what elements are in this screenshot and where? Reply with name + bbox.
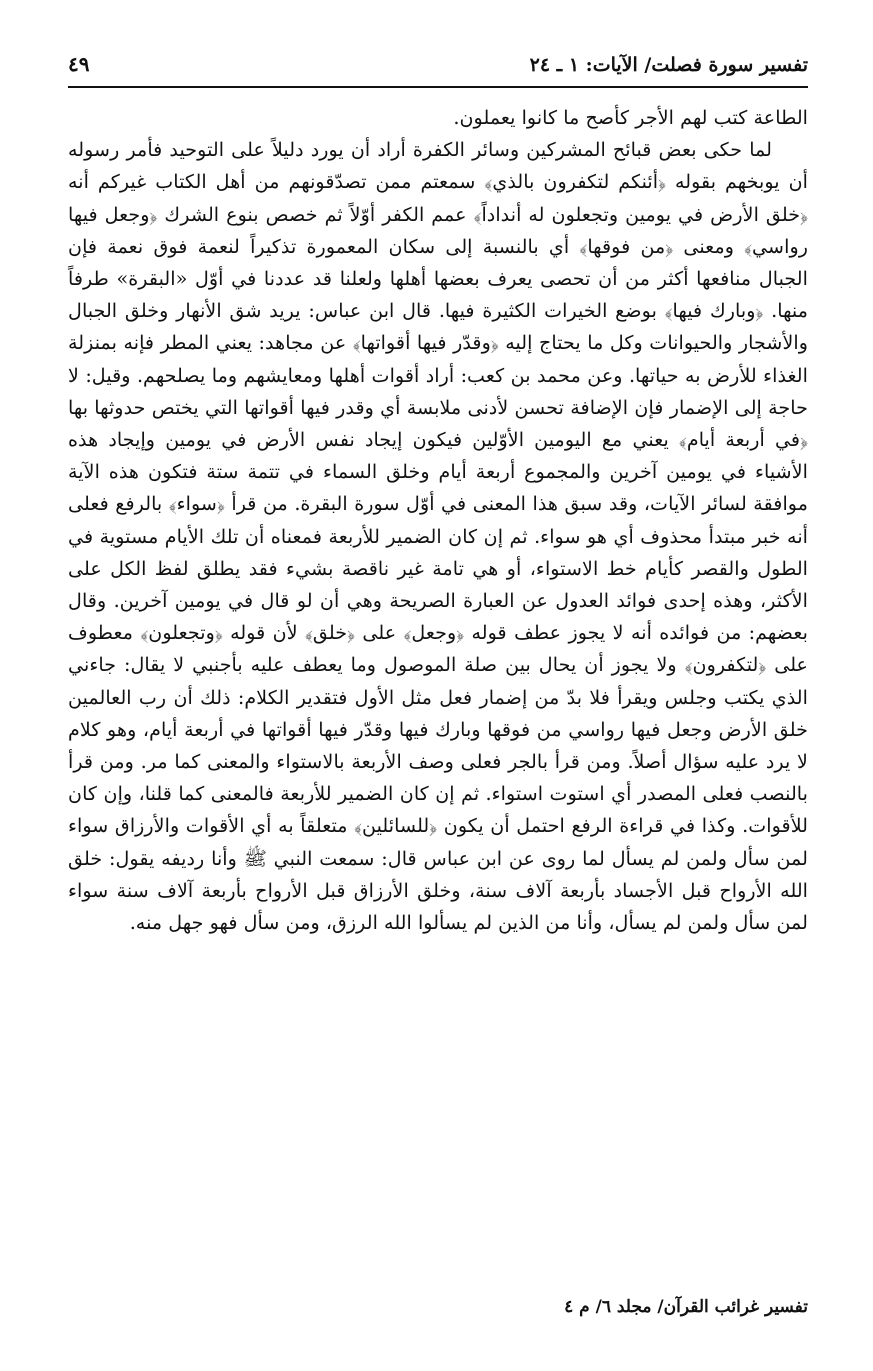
header-title: تفسير سورة فصلت/ الآيات: ١ ـ ٢٤ <box>529 54 808 76</box>
paragraph-continuation: الطاعة كتب لهم الأجر كأصح ما كانوا يعملون. <box>453 106 808 129</box>
paragraph-main: لما حكى بعض قبائح المشركين وسائر الكفرة أراد أن يورد دليلاً على التوحيد فأمر رسوله أن يوبخهم بقوله ﴿أئنكم لتكفرون بالذي﴾ سمعتم ممن تصدّقونهم من أهل الكتاب غيركم أنه ﴿خلق الأرض في يومين وتجعلون له أنداداً﴾ عمم الكفر أوّلاً ثم خصص بنوع الشرك ﴿وجعل فيها رواسي﴾ ومعنى ﴿من فوقها﴾ أي بالنسبة إلى سكان المعمورة تذكيراً لنعمة فوق نعمة فإن الجبال منافعها أكثر من أن تحصى يعرف بعضها أهلها ولعلنا قد عددنا في أوّل «البقرة» طرفاً منها. ﴿وبارك فيها﴾ بوضع الخيرات الكثيرة فيها. قال ابن عباس: يريد شق الأنهار وخلق الجبال والأشجار والحيوانات وكل ما يحتاج إليه ﴿وقدّر فيها أقواتها﴾ عن مجاهد: يعني المطر فإنه بمنزلة الغذاء للأرض به حياتها. وعن محمد بن كعب: أراد أقوات أهلها ومعايشهم وما يصلحهم. وقيل: لا حاجة إلى الإضمار فإن الإضافة تحسن لأدنى ملابسة أي وقدر فيها أقواتها التي يختص حدوثها بها ﴿في أربعة أيام﴾ يعني مع اليومين الأوّلين فيكون إيجاد نفس الأرض في يومين وإيجاد هذه الأشياء في يومين آخرين والمجموع أربعة أيام وخلق السماء في تتمة ستة فتكون هذه الآية موافقة لسائر الآيات، وقد سبق هذا المعنى في أوّل سورة البقرة. من قرأ ﴿سواء﴾ بالرفع فعلى أنه خبر مبتدأ محذوف أي هو سواء. ثم إن كان الضمير للأربعة فمعناه أن تلك الأيام مستوية في الطول والقصر كأيام خط الاستواء، أو هي تامة غير ناقصة بشيء فقد يطلق لفظ الكل على الأكثر، وهذه إحدى فوائد العدول عن العبارة الصريحة وهي أن لو قال في يومين آخرين. وقال بعضهم: من فوائده أنه لا يجوز عطف قوله ﴿وجعل﴾ على ﴿خلق﴾ لأن قوله ﴿وتجعلون﴾ معطوف على ﴿لتكفرون﴾ ولا يجوز أن يحال بين صلة الموصول وما يعطف عليه بأجنبي لا يقال: جاءني الذي يكتب وجلس ويقرأ فلا بدّ من إضمار فعل مثل الأول فتقدير الكلام: ذلك أن رب العالمين خلق الأرض وجعل فيها رواسي من فوقها وبارك فيها وقدّر فيها أقواتها في أربعة أيام، وهو كلام لا يرد عليه سؤال أصلاً. ومن قرأ بالجر فعلى وصف الأربعة بالاستواء والمعنى كما مر. ومن قرأ بالنصب فعلى المصدر أي استوت استواء. ثم إن كان الضمير للأربعة فالمعنى كما قلنا، وإن كان للأقوات. وكذا في قراءة الرفع احتمل أن يكون ﴿للسائلين﴾ متعلقاً به أي الأقوات والأرزاق سواء لمن سأل ولمن لم يسأل لما روى عن ابن عباس قال: سمعت النبي ﷺ وأنا رديفه يقول: خلق الله الأرواح قبل الأجساد بأربعة آلاف سنة، وخلق الأرزاق قبل الأرواح بأربعة آلاف سنة سواء لمن سأل ولمن لم يسأل، وأنا من الذين لم يسألوا الله الرزق، ومن سأل فهو جهل منه. <box>68 138 808 935</box>
body-text <box>68 102 808 939</box>
page-number: ٤٩ <box>68 52 90 76</box>
running-header <box>68 52 808 88</box>
page <box>68 52 808 1317</box>
footer-signature: تفسير غرائب القرآن/ مجلد ٦/ م ٤ <box>564 1297 808 1317</box>
